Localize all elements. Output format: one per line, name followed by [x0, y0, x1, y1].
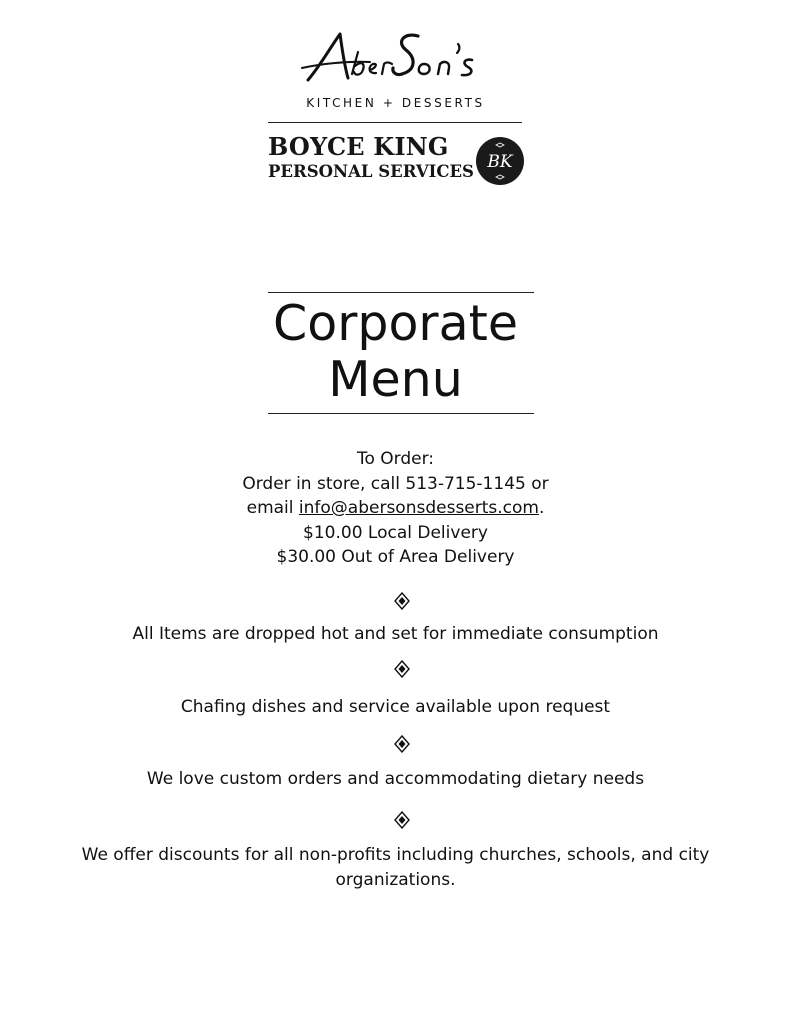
diamond-icon	[393, 592, 411, 610]
order-email-line	[120, 496, 671, 521]
note-item: Chafing dishes and service available upon request	[180, 697, 611, 717]
title-line-2: Menu	[328, 351, 463, 408]
order-email-suffix: .	[538, 498, 545, 518]
note-item: We offer discounts for all non-profits including churches, schools, and city organizations.	[81, 845, 710, 890]
out-of-area-delivery-price: $30.00 Out of Area Delivery	[276, 547, 515, 567]
boyce-king-logo	[268, 133, 526, 189]
diamond-icon	[393, 735, 411, 753]
bk-monogram-badge	[475, 136, 525, 186]
note-item: We love custom orders and accommodating dietary needs	[146, 769, 645, 789]
order-info	[120, 447, 671, 570]
title-rule-bottom	[268, 413, 534, 414]
title-line-1: Corporate	[273, 295, 518, 352]
email-link[interactable]: info@abersonsdesserts.com	[298, 498, 539, 518]
page-title	[200, 296, 591, 408]
local-delivery-price: $10.00 Local Delivery	[303, 522, 488, 543]
boyce-king-subtitle: PERSONAL SERVICES	[268, 162, 474, 181]
boyce-king-name: BOYCE KING	[268, 132, 449, 161]
diamond-icon	[393, 660, 411, 678]
logo-divider	[268, 122, 522, 123]
order-heading: To Order:	[356, 449, 435, 469]
title-rule-top	[268, 292, 534, 293]
abersons-logo	[268, 26, 523, 124]
note-item: All Items are dropped hot and set for immediate consumption	[132, 624, 659, 644]
order-phone-line: Order in store, call 513-715-1145 or	[242, 473, 549, 494]
diamond-icon	[393, 811, 411, 829]
abersons-tagline: KITCHEN + DESSERTS	[306, 96, 485, 110]
order-email-prefix: email	[246, 498, 299, 518]
abersons-script-logo	[300, 26, 490, 94]
bk-monogram-text: BK	[487, 152, 513, 172]
